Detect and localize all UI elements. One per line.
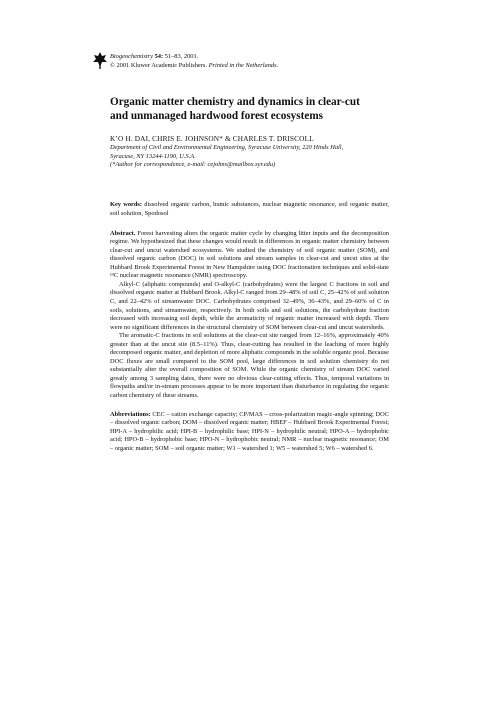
keywords-text: dissolved organic carbon, humic substances, nuclear magnetic resonance, soil organic matter, soil solution, Spodosol bbox=[110, 201, 389, 217]
article-first-page bbox=[110, 50, 389, 453]
abbreviations-label: Abbreviations: bbox=[110, 410, 151, 418]
masthead bbox=[110, 50, 389, 76]
abstract-label: Abstract. bbox=[110, 229, 136, 237]
journal-pages: 51–83, 2001. bbox=[164, 53, 199, 60]
abstract-paragraph-2: Alkyl-C (aliphatic compounds) and O-alkyl-C (carbohydrates) were the largest C fractions in soil and dissolved organic matter at Hubbard Brook. Alkyl-C ranged from 29–48% of soil C, 25–42% of soil solution C, and 22–42% of streamwater DOC. Carbohydrates comprised 32–49%, 36–43%, and 29–60% of C in soils, solutions, and streamwater, respectively. In both soils and soil solutions, the carbohydrate fraction decreased with increasing soil depth, while the aromaticity of organic matter increased with depth. There were no significant differences in the structural chemistry of SOM between clear-cut and uncut watersheds. bbox=[110, 280, 389, 331]
correspondence-note: (*Author for correspondence, e-mail: cejohns@mailbox.syr.edu) bbox=[110, 161, 276, 168]
copyright: © 2001 Kluwer Academic Publishers. bbox=[110, 61, 207, 69]
masthead-text bbox=[110, 53, 278, 70]
article-title bbox=[110, 96, 389, 123]
keywords-label: Key words: bbox=[110, 201, 143, 209]
printed-note: Printed in the Netherlands. bbox=[208, 61, 279, 69]
abbreviations bbox=[110, 411, 389, 454]
affiliation-line-2: Syracuse, NY 13244-1190, U.S.A. bbox=[110, 152, 196, 160]
journal-volume: 54: bbox=[154, 53, 164, 60]
title-line-2: and unmanaged hardwood forest ecosystems bbox=[110, 109, 323, 122]
journal-name: Biogeochemistry bbox=[110, 53, 153, 60]
keywords bbox=[110, 201, 389, 218]
affiliation-line-1: Department of Civil and Environmental Engineering, Syracuse University, 220 Hinds Hall, bbox=[110, 144, 344, 152]
abbreviations-text: CEC – cation exchange capacity; CP/MAS – cross-polarization magic-angle spinning; DOC – dissolved organic carbon; DOM – dissolved organic matter; HBEF – Hubbard Brook Experimental Forest; HPI-A – hydrophilic acid; HPI-B – hydrophilic base; HPI-N – hydrophilic neutral; HPO-A – hydrophobic acid; HPO-B – hydrophobic base; HPO-N – hydrophobic neutral; NMR – nuclear magnetic resonance; OM – organic matter; SOM – soil organic matter; W1 – watershed 1; W5 – watershed 5; W6 – watershed 6. bbox=[110, 410, 389, 452]
abstract-paragraph-1: Forest harvesting alters the organic matter cycle by changing litter inputs and the decomposition regime. We hypothesized that these changes would result in differences in organic matter chemistry between clear-cut and uncut watershed ecosystems. We studied the chemistry of soil organic matter (SOM), and dissolved organic carbon (DOC) in soil solutions and stream samples in clear-cut and uncut sites at the Hubbard Brook Experimental Forest in New Hampshire using DOC fractionation techniques and solid-state ¹³C nuclear magnetic resonance (NMR) spectroscopy. bbox=[110, 229, 389, 280]
affiliation bbox=[110, 144, 389, 169]
title-line-1: Organic matter chemistry and dynamics in clear-cut bbox=[110, 96, 360, 108]
authors: K’O H. DAI, CHRIS E. JOHNSON* & CHARLES T. DRISCOLL bbox=[110, 134, 314, 144]
publisher-logo-icon bbox=[92, 51, 108, 69]
abstract-paragraph-3: The aromatic-C fractions in soil solutions at the clear-cut site ranged from 12–16%, approximately 40% greater than at the uncut site (8.5–11%). Thus, clear-cutting has resulted in the leaching of more highly decomposed organic matter, and depletion of more aliphatic compounds in the soluble organic pool. Because DOC fluxes are small compared to the SOM pool, large differences in soil solution chemistry do not substantially alter the overall composition of SOM. While the organic chemistry of stream DOC varied greatly among 3 sampling dates, there were no obvious clear-cutting effects. Thus, temporal variations in flowpaths and/or in-stream processes appear to be more important than disturbance in regulating the organic carbon chemistry of these streams. bbox=[110, 332, 389, 399]
abstract bbox=[110, 230, 389, 401]
